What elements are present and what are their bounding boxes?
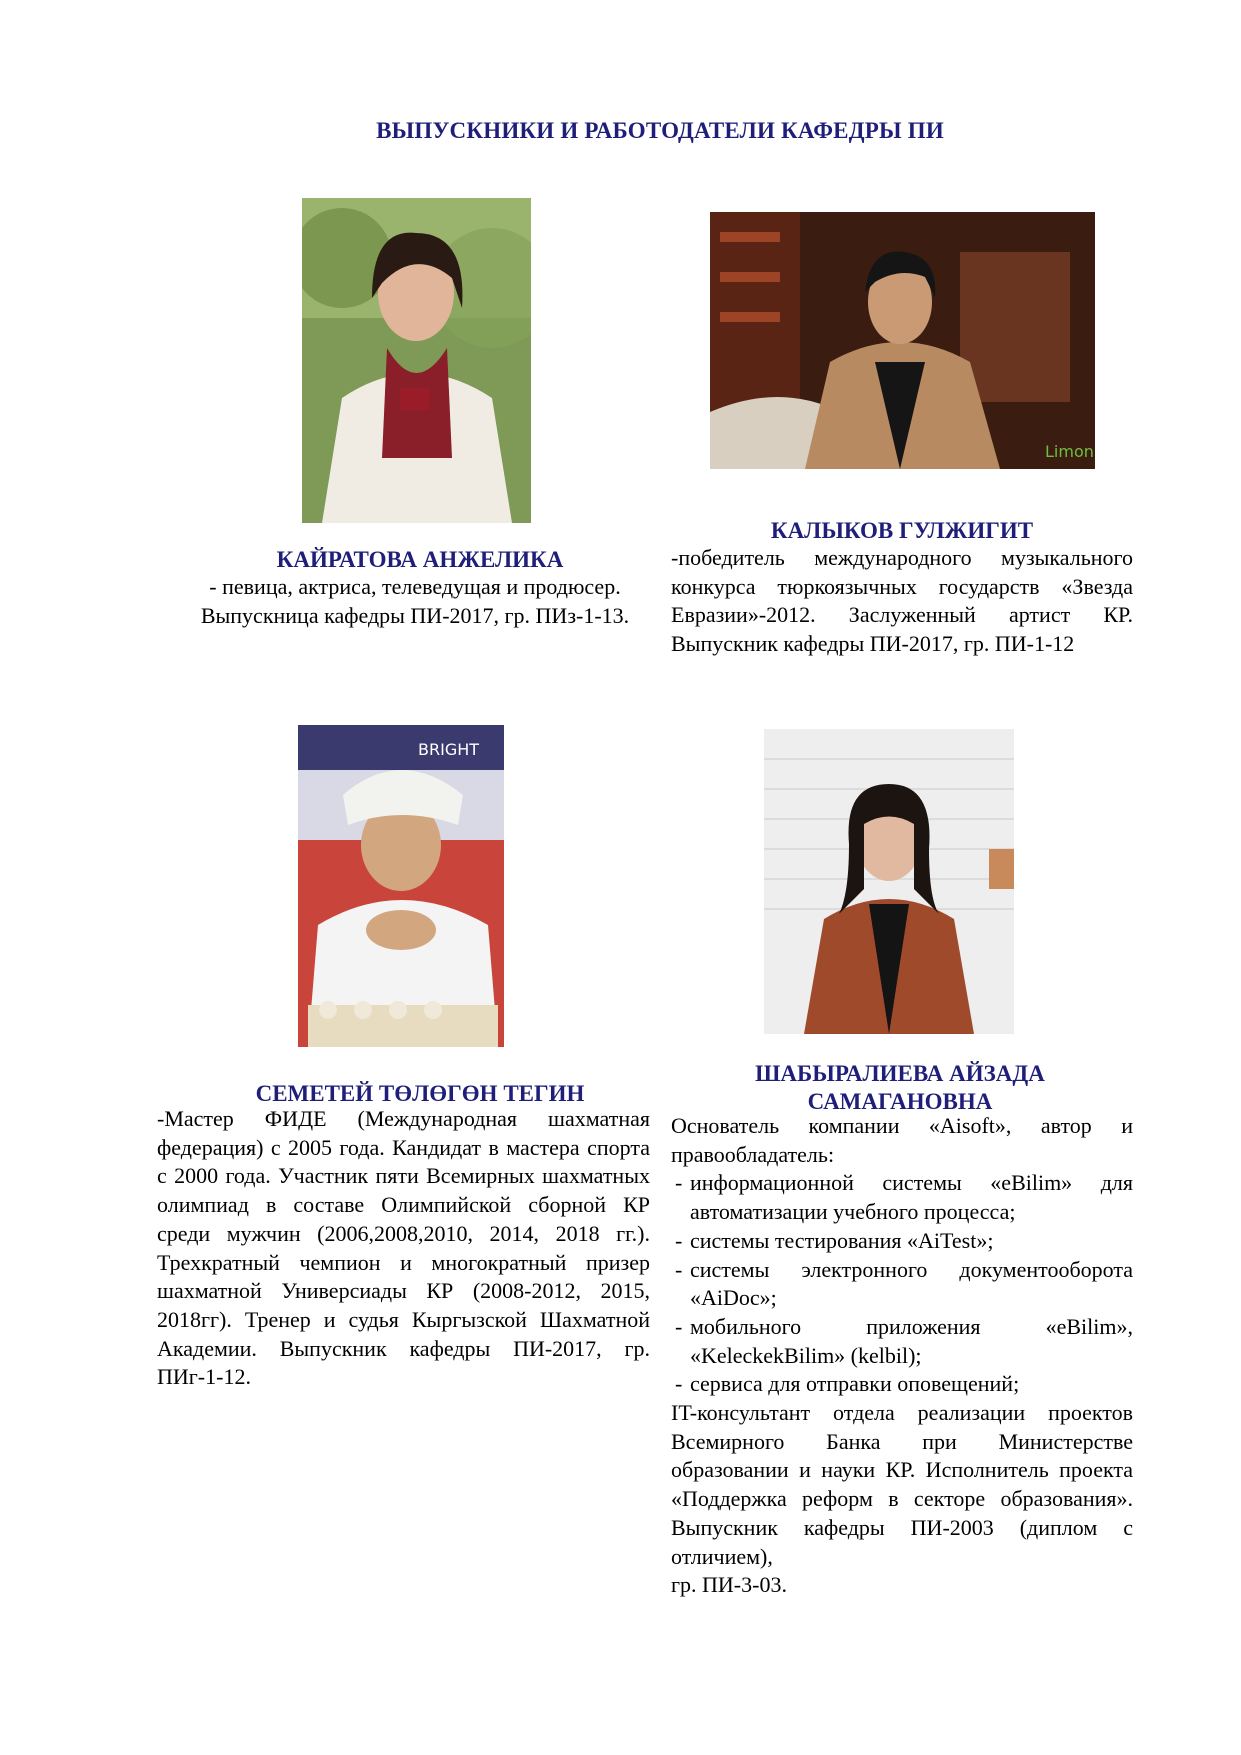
list-item: - мобильного приложения «eBilim», «KeleckekBilim» (kelbil); — [671, 1313, 1133, 1370]
name-shabyralieva — [680, 1060, 1120, 1116]
name-kairatova: КАЙРАТОВА АНЖЕЛИКА — [276, 547, 564, 572]
photo-kairatova — [302, 198, 531, 523]
bio-group: гр. ПИ-3-03. — [671, 1572, 787, 1598]
photo-banner: BRIGHT — [418, 740, 480, 759]
bio-line: Выпускница кафедры ПИ-2017, гр. ПИз-1-13. — [200, 602, 630, 628]
name-line: ШАБЫРАЛИЕВА АЙЗАДА — [755, 1061, 1045, 1086]
bio-intro: Основатель компании «Aisoft», автор и правообладатель: — [671, 1113, 1133, 1167]
list-item: - информационной системы «eBilim» для автоматизации учебного процесса; — [671, 1169, 1133, 1226]
bio-kalykov: -победитель международного музыкального конкурса тюркоязычных государств «Звезда Евразии»-2012. Заслуженный артист КР. Выпускник кафедры ПИ-2017, гр. ПИ-1-12 — [671, 545, 1133, 657]
photo-shabyralieva — [764, 729, 1014, 1034]
name-line: САМАГАНОВНА — [807, 1089, 993, 1114]
photo-watermark: Limon — [1045, 442, 1094, 461]
list-item: - сервиса для отправки оповещений; — [671, 1370, 1133, 1399]
product-list — [671, 1169, 1133, 1399]
list-item: - системы электронного документооборота «AiDoc»; — [671, 1256, 1133, 1313]
page-title: ВЫПУСКНИКИ И РАБОТОДАТЕЛИ КАФЕДРЫ ПИ — [376, 118, 944, 143]
name-kalykov: КАЛЫКОВ ГУЛЖИГИТ — [770, 518, 1034, 543]
bio-line: - певица, актриса, телеведущая и продюсер. — [209, 574, 621, 599]
photo-kalykov — [710, 212, 1095, 469]
photo-semetei — [298, 725, 504, 1047]
bio-kairatova — [150, 573, 680, 630]
bio-shabyralieva — [671, 1112, 1133, 1600]
list-item: - системы тестирования «AiTest»; — [671, 1227, 1133, 1256]
bio-outro: IT-консультант отдела реализации проектов Всемирного Банка при Министерстве образовании и науки КР. Исполнитель проекта «Поддержка реформ в секторе образования». Выпускник кафедры ПИ-2003 (диплом с отличием), — [671, 1400, 1133, 1569]
name-semetei: СЕМЕТЕЙ ТӨЛӨГӨН ТЕГИН — [255, 1081, 585, 1106]
bio-semetei: -Мастер ФИДЕ (Международная шахматная федерация) с 2005 года. Кандидат в мастера спорта с 2000 года. Участник пяти Всемирных шахматных олимпиад в составе Олимпийской сборной КР среди мужчин (2006,2008,2010, 2014, 2018 гг.). Трехкратный чемпион и многократный призер шахматной Универсиады КР (2008-2012, 2015, 2018гг). Тренер и судья Кыргызской Шахматной Академии. Выпускник кафедры ПИ-2017, гр. ПИг-1-12. — [157, 1106, 650, 1390]
